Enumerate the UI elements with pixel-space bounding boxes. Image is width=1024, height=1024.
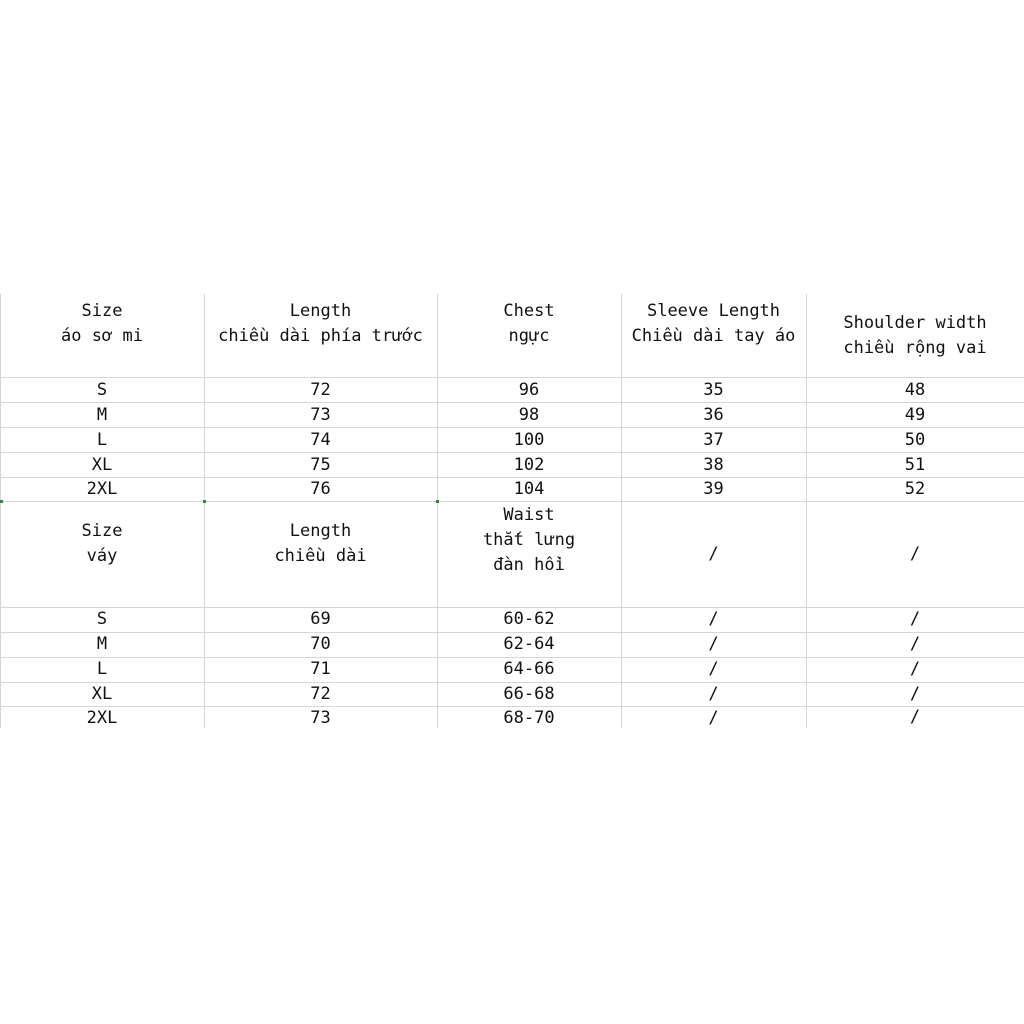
- skirt-cell-na: /: [909, 707, 921, 727]
- shirt-cell-size: XL: [91, 455, 113, 475]
- shirt-cell-sleeve: 36: [703, 405, 724, 425]
- header-label-placeholder: /: [909, 544, 921, 564]
- header-label-en: Shoulder width: [843, 312, 987, 333]
- header-label-en: Chest: [503, 301, 555, 321]
- skirt-cell-size: M: [96, 634, 108, 654]
- skirt-cell-length: 69: [310, 609, 331, 629]
- grid-row-divider: [0, 427, 1024, 428]
- grid-row-divider: [0, 452, 1024, 453]
- skirt-cell-waist: 62-64: [503, 634, 555, 654]
- shirt-header-length: [204, 294, 437, 354]
- shirt-cell-length: 76: [310, 479, 331, 499]
- shirt-cell-length: 75: [310, 455, 331, 475]
- shirt-cell-chest: 100: [513, 430, 545, 450]
- skirt-cell-na: /: [909, 634, 921, 654]
- shirt-header-chest: [437, 294, 621, 354]
- header-label-vi: chiều dài: [274, 546, 367, 566]
- skirt-cell-na: /: [909, 659, 921, 679]
- skirt-cell-size: S: [96, 609, 108, 629]
- shirt-cell-length: 73: [310, 405, 331, 425]
- shirt-cell-size: S: [96, 380, 108, 400]
- header-label-vi: thắt lưng: [482, 529, 576, 550]
- header-label-en: Size: [81, 521, 123, 541]
- shirt-cell-shoulder: 52: [904, 479, 926, 499]
- header-label-vi-2: đàn hồi: [493, 554, 565, 575]
- shirt-cell-length: 74: [310, 430, 331, 450]
- shirt-cell-shoulder: 49: [904, 405, 926, 425]
- skirt-cell-size: L: [96, 659, 108, 679]
- skirt-cell-waist: 66-68: [503, 684, 555, 704]
- shirt-cell-chest: 102: [513, 455, 545, 475]
- shirt-cell-shoulder: 48: [904, 380, 926, 400]
- shirt-header-sleeve: [621, 294, 806, 354]
- shirt-cell-chest: 96: [518, 380, 540, 400]
- shirt-header-shoulder: [806, 294, 1024, 377]
- header-label-en: Length: [289, 301, 352, 321]
- header-label-vi: áo sơ mi: [61, 326, 143, 346]
- skirt-header-size: [0, 514, 204, 574]
- skirt-cell-waist: 64-66: [503, 659, 555, 679]
- skirt-cell-length: 72: [310, 684, 331, 704]
- skirt-cell-waist: 60-62: [503, 609, 555, 629]
- shirt-cell-shoulder: 50: [904, 430, 926, 450]
- skirt-header-length: [204, 514, 437, 574]
- shirt-cell-sleeve: 37: [703, 430, 724, 450]
- header-label-vi: chiều rộng vai: [843, 337, 987, 358]
- skirt-cell-waist: 68-70: [503, 708, 555, 728]
- header-label-en: Length: [289, 521, 352, 541]
- shirt-cell-chest: 104: [513, 479, 545, 499]
- header-label-en: Size: [81, 301, 123, 321]
- skirt-cell-size: 2XL: [86, 708, 118, 728]
- skirt-cell-na: /: [708, 659, 719, 679]
- shirt-cell-sleeve: 38: [703, 455, 724, 475]
- skirt-cell-size: XL: [91, 684, 113, 704]
- size-chart-sheet: [0, 294, 1024, 728]
- skirt-header-na: [621, 502, 806, 607]
- shirt-cell-chest: 98: [518, 405, 540, 425]
- grid-row-divider: [0, 377, 1024, 378]
- shirt-cell-size: 2XL: [86, 479, 118, 499]
- shirt-cell-sleeve: 39: [703, 479, 724, 499]
- skirt-cell-length: 70: [310, 634, 331, 654]
- skirt-cell-na: /: [708, 708, 719, 728]
- skirt-header-waist: [437, 502, 621, 578]
- header-label-vi: váy: [86, 546, 118, 566]
- skirt-cell-na: /: [909, 684, 921, 704]
- shirt-cell-size: L: [96, 430, 108, 450]
- skirt-cell-na: /: [909, 609, 921, 629]
- header-label-vi: Chiều dài tay áo: [631, 326, 796, 346]
- shirt-header-size: [0, 294, 204, 354]
- skirt-cell-na: /: [708, 634, 719, 654]
- header-label-en: Sleeve Length: [646, 301, 781, 321]
- header-label-vi: ngực: [508, 326, 550, 346]
- shirt-cell-shoulder: 51: [904, 455, 926, 475]
- header-label-en: Waist: [503, 504, 555, 525]
- skirt-cell-length: 73: [310, 708, 331, 728]
- skirt-cell-na: /: [708, 609, 719, 629]
- skirt-cell-length: 71: [310, 659, 331, 679]
- skirt-cell-na: /: [708, 684, 719, 704]
- skirt-header-na: [806, 502, 1024, 607]
- shirt-cell-size: M: [96, 405, 108, 425]
- shirt-cell-length: 72: [310, 380, 331, 400]
- header-label-placeholder: /: [708, 544, 719, 564]
- header-label-vi: chiều dài phía trước: [218, 326, 423, 346]
- grid-row-divider: [0, 402, 1024, 403]
- shirt-cell-sleeve: 35: [703, 380, 724, 400]
